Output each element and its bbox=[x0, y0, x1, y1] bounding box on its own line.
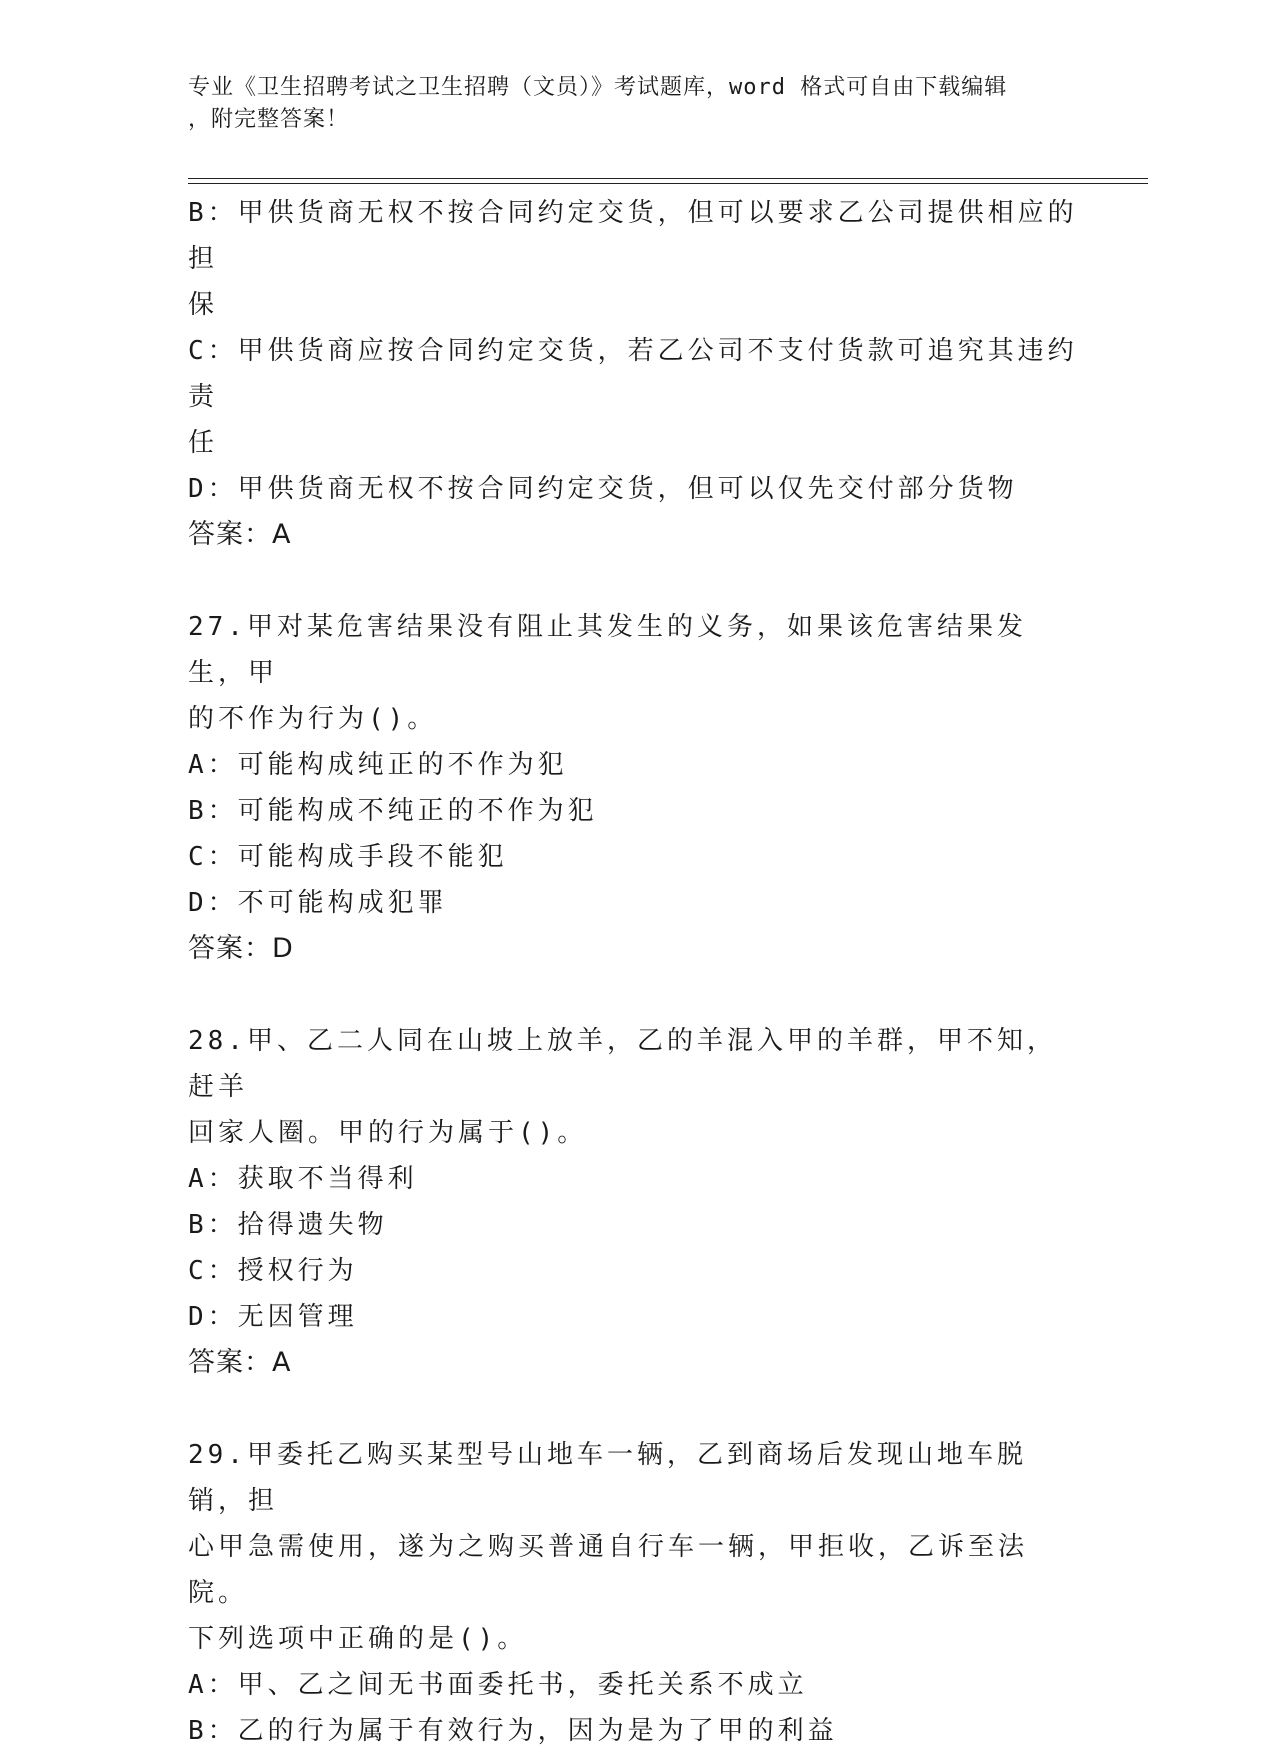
question-stem-line-2: 心甲急需使用，遂为之购买普通自行车一辆，甲拒收，乙诉至法院。 bbox=[188, 1532, 1029, 1608]
option-b: B：拾得遗失物 bbox=[188, 1210, 388, 1240]
prev-question bbox=[188, 190, 1078, 558]
header-divider-top bbox=[188, 178, 1148, 179]
option-b: B：乙的行为属于有效行为，因为是为了甲的利益 bbox=[188, 1716, 838, 1746]
spacer bbox=[188, 1386, 1078, 1432]
option-c-line-2: 任 bbox=[188, 428, 219, 458]
question-stem-line-2: 回家人圈。甲的行为属于()。 bbox=[188, 1118, 588, 1148]
header-divider-bottom bbox=[188, 183, 1148, 184]
question-stem-line-2: 的不作为行为()。 bbox=[188, 704, 438, 734]
question-content bbox=[188, 190, 1078, 1754]
option-a: A：获取不当得利 bbox=[188, 1164, 418, 1194]
question-stem-line-1: 29.甲委托乙购买某型号山地车一辆，乙到商场后发现山地车脱销，担 bbox=[188, 1440, 1027, 1516]
option-c: C：授权行为 bbox=[188, 1256, 358, 1286]
spacer bbox=[188, 972, 1078, 1018]
question-27 bbox=[188, 604, 1078, 972]
question-stem-line-1: 28.甲、乙二人同在山坡上放羊，乙的羊混入甲的羊群，甲不知，赶羊 bbox=[188, 1026, 1057, 1102]
answer: 答案：A bbox=[188, 519, 292, 550]
question-stem-line-1: 27.甲对某危害结果没有阻止其发生的义务，如果该危害结果发生，甲 bbox=[188, 612, 1027, 688]
header-line-1: 专业《卫生招聘考试之卫生招聘（文员）》考试题库，word 格式可自由下载编辑 bbox=[188, 75, 1008, 100]
question-stem-line-3: 下列选项中正确的是()。 bbox=[188, 1624, 528, 1654]
option-a: A：甲、乙之间无书面委托书，委托关系不成立 bbox=[188, 1670, 808, 1700]
option-b: B：可能构成不纯正的不作为犯 bbox=[188, 796, 598, 826]
question-28 bbox=[188, 1018, 1078, 1386]
question-29 bbox=[188, 1432, 1078, 1754]
option-d: D：甲供货商无权不按合同约定交货，但可以仅先交付部分货物 bbox=[188, 474, 1018, 504]
option-d: D：无因管理 bbox=[188, 1302, 358, 1332]
option-c-line-1: C：甲供货商应按合同约定交货，若乙公司不支付货款可追究其违约责 bbox=[188, 336, 1078, 412]
answer: 答案：A bbox=[188, 1347, 292, 1378]
spacer bbox=[188, 558, 1078, 604]
option-b-line-1: B：甲供货商无权不按合同约定交货，但可以要求乙公司提供相应的担 bbox=[188, 198, 1078, 274]
option-a: A：可能构成纯正的不作为犯 bbox=[188, 750, 568, 780]
header-line-2: ，附完整答案！ bbox=[188, 107, 350, 132]
option-c: C：可能构成手段不能犯 bbox=[188, 842, 508, 872]
answer: 答案：D bbox=[188, 933, 294, 964]
document-header bbox=[188, 72, 1068, 136]
option-d: D：不可能构成犯罪 bbox=[188, 888, 448, 918]
option-b-line-2: 保 bbox=[188, 290, 219, 320]
